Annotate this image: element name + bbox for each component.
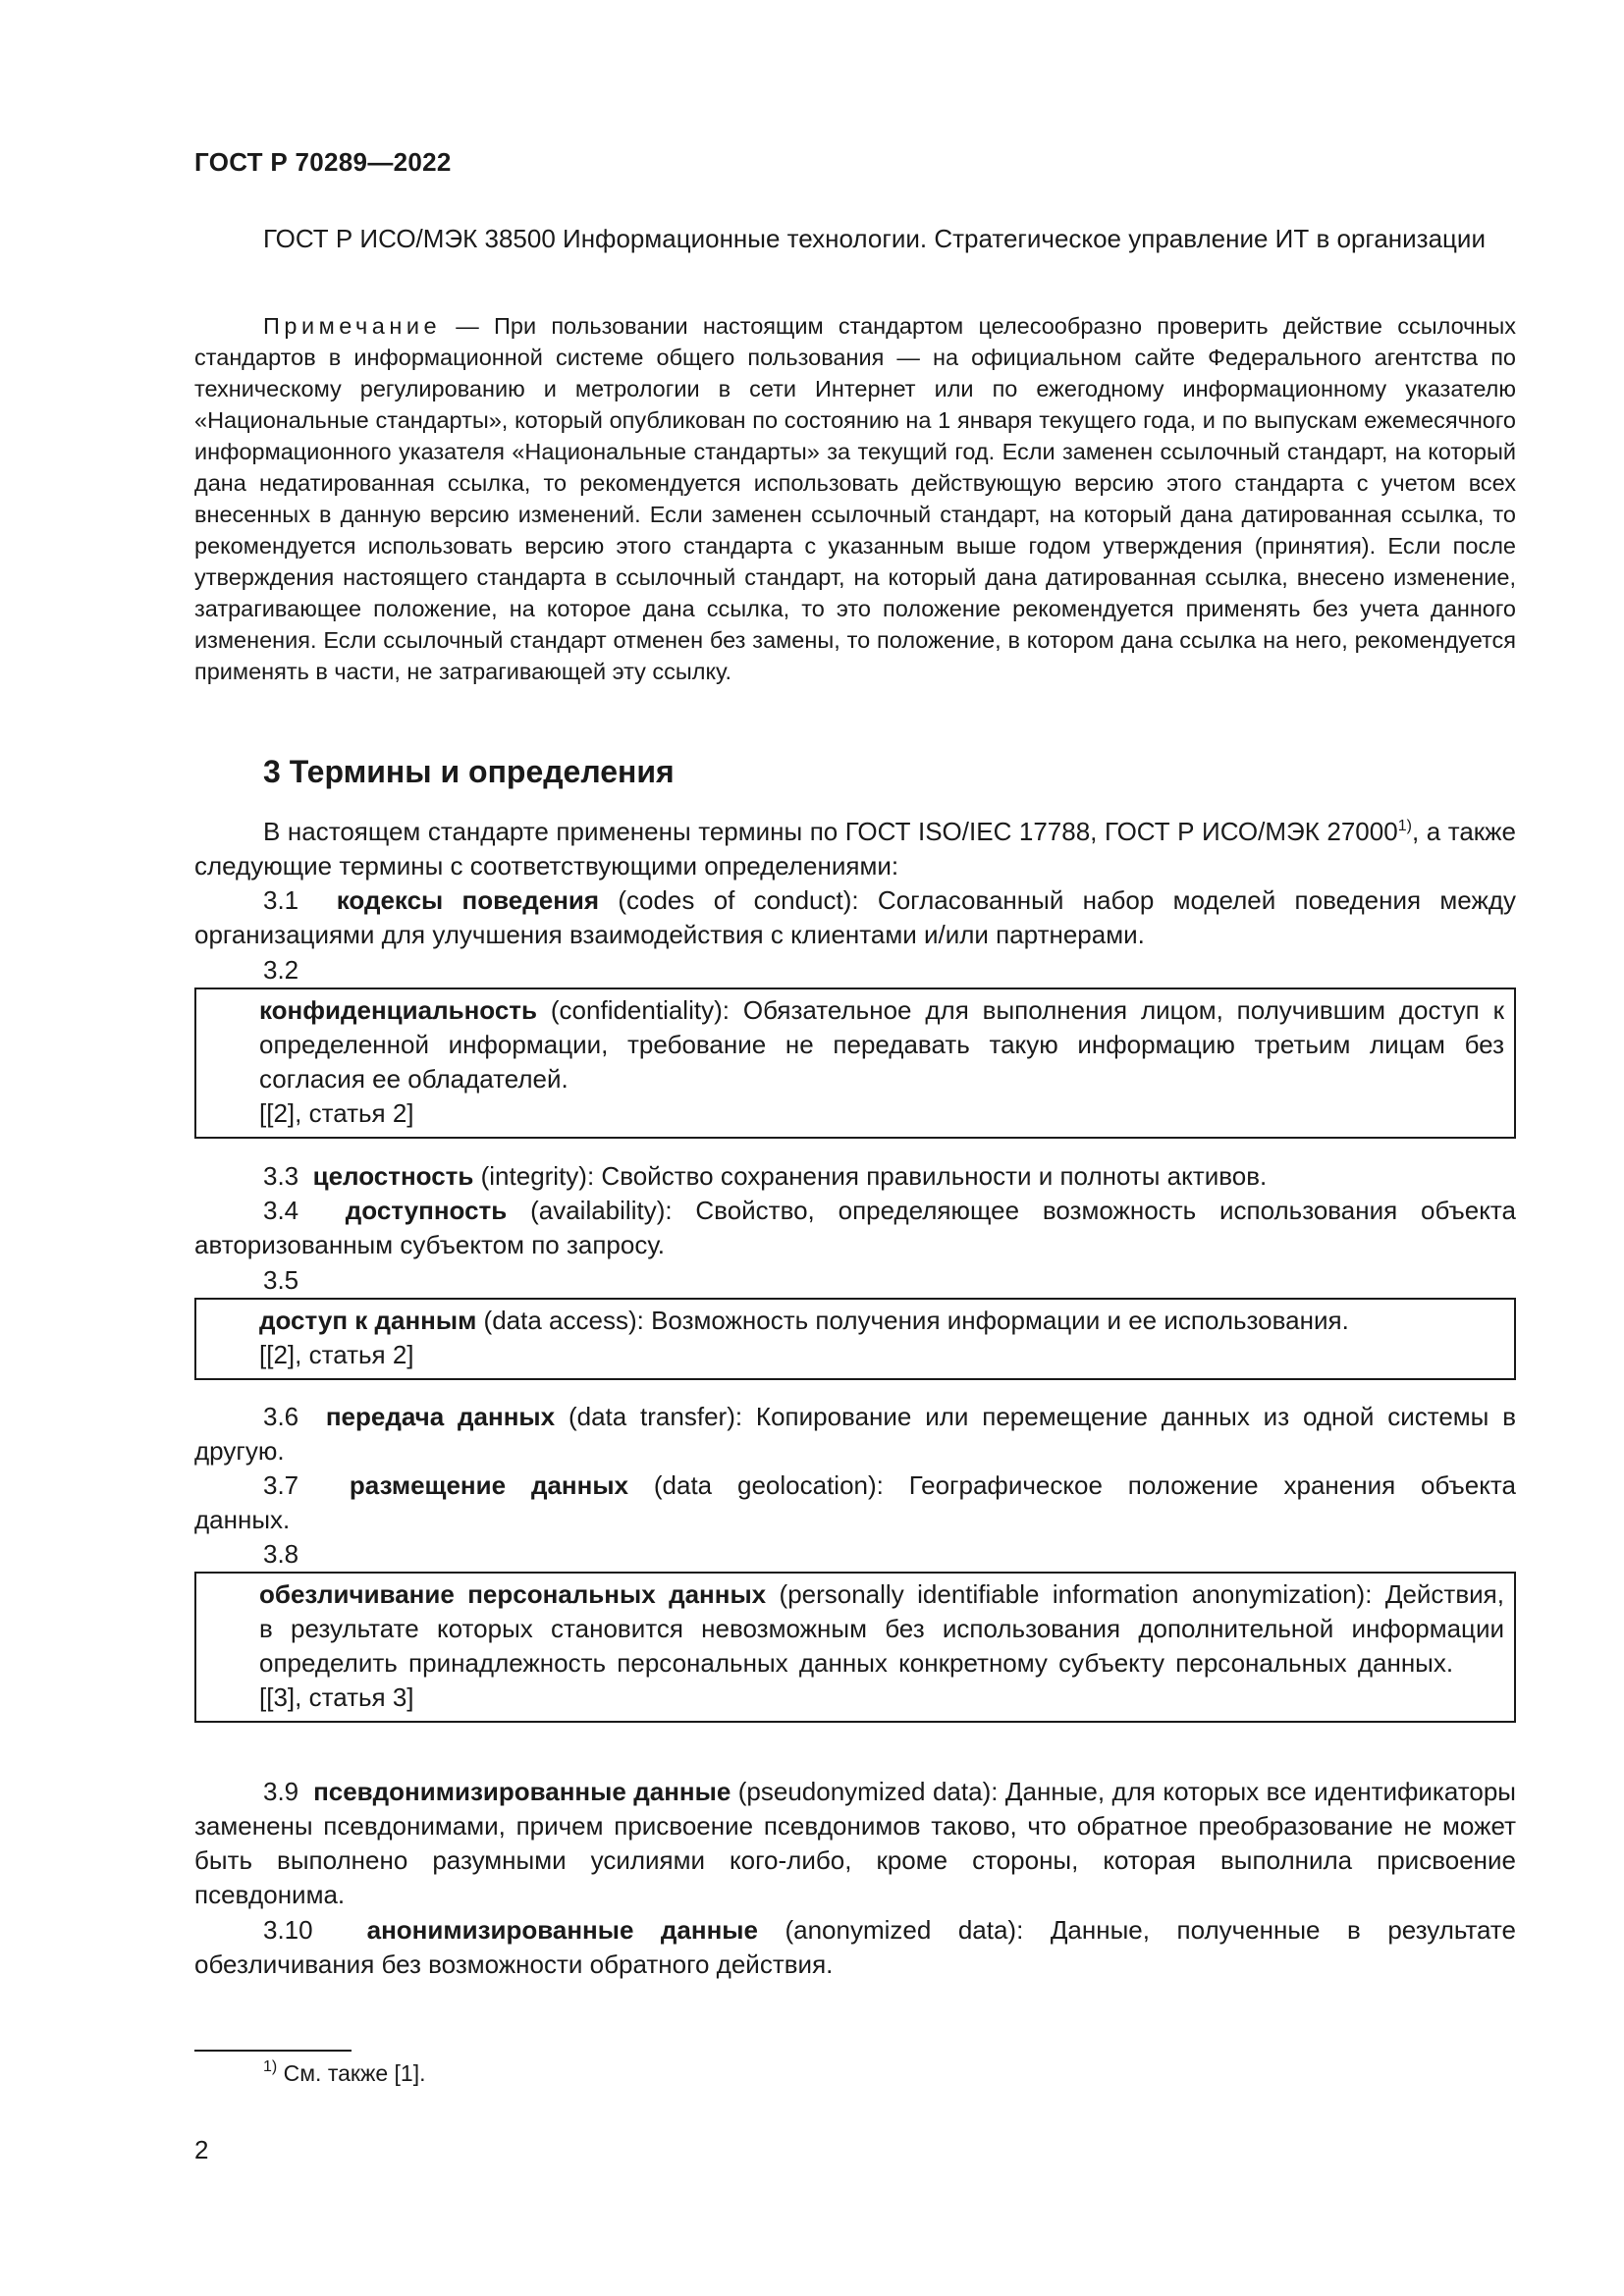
page-number: 2 [194, 2135, 209, 2164]
term-3-4 [194, 1194, 1516, 1262]
term-english: (integrity): [473, 1161, 602, 1191]
note-text: — При пользовании настоящим стандартом целесообразно проверить действие ссылочных стандартов в информационной системе общего пользования — на официальном сайте Федерального агентства по техническому регулированию и метрологии в сети Интернет или по ежегодному информационному указателю «Национальные стандарты», который опубликован по состоянию на 1 января текущего года, и по выпускам ежемесячного информационного указателя «Национальные стандарты» за текущий год. Если заменен ссылочный стандарт, на который дана недатированная ссылка, то рекомендуется использовать действующую версию этого стандарта с учетом всех внесенных в данную версию изменений. Если заменен ссылочный стандарт, на который дана датированная ссылка, то рекомендуется использовать версию этого стандарта с указанным выше годом утверждения (принятия). Если после утверждения настоящего стандарта в ссылочный стандарт, на который дана датированная ссылка, внесено изменение, затрагивающее положение, на которое дана ссылка, то это положение рекомендуется применять без учета данного изменения. Если ссылочный стандарт отменен без замены, то положение, в котором дана ссылка на него, рекомендуется применять в части, не затрагивающей эту ссылку. [194, 313, 1516, 684]
term-name: доступ к данным [259, 1306, 477, 1335]
term-name: целостность [312, 1161, 474, 1191]
term-english: (personally identifiable information anonymization): [766, 1579, 1385, 1609]
term-number: 3.7 [263, 1470, 299, 1500]
term-english: (anonymized data): [757, 1915, 1051, 1945]
term-english: (codes of conduct): [599, 885, 878, 915]
term-source: [[2], статья 2] [259, 1098, 414, 1128]
term-name: размещение данных [349, 1470, 628, 1500]
term-3-8-box [194, 1572, 1516, 1723]
note-paragraph [194, 310, 1516, 687]
term-3-10 [194, 1913, 1516, 1982]
term-definition: Свойство, определяющее возможность использования объекта авторизованным субъектом по запросу. [194, 1196, 1516, 1259]
term-3-2 [259, 993, 1504, 1096]
footnote-rule [194, 2050, 352, 2052]
term-definition: Данные, для которых все идентификаторы заменены псевдонимами, причем присвоение псевдонимов таково, что обратное преобразование не может быть выполнено разумными усилиями кого-либо, кроме стороны, которая выполнила присвоение псевдонима. [194, 1777, 1516, 1909]
term-3-7 [194, 1468, 1516, 1537]
term-definition: Данные, полученные в результате обезличивания без возможности обратного действия. [194, 1915, 1516, 1979]
term-english: (data access): [476, 1306, 652, 1335]
term-name: конфиденциальность [259, 995, 538, 1025]
term-3-5-box [194, 1298, 1516, 1380]
term-number: 3.4 [263, 1196, 299, 1225]
term-english: (pseudonymized data): [731, 1777, 1005, 1806]
reference-continuation: ГОСТ Р ИСО/МЭК 38500 Информационные технологии. Стратегическое управление ИТ в организации [263, 224, 1486, 253]
footnote-text: См. также [1]. [277, 2060, 426, 2086]
footnote [194, 2058, 426, 2088]
term-number-3-8: 3.8 [263, 1539, 299, 1569]
term-number-3-5: 3.5 [263, 1265, 299, 1295]
term-3-2-box [194, 988, 1516, 1139]
term-definition: Обязательное для выполнения лицом, получившим доступ к определенной информации, требование не передавать такую информацию третьим лицам без согласия ее обладателей. [259, 995, 1504, 1094]
term-english: (confidentiality): [537, 995, 743, 1025]
term-3-3 [194, 1159, 1516, 1194]
term-name: кодексы поведения [336, 885, 600, 915]
term-3-5 [259, 1304, 1504, 1338]
document-code-header: ГОСТ Р 70289—2022 [194, 147, 452, 177]
term-number: 3.3 [263, 1161, 299, 1191]
term-number: 3.10 [263, 1915, 313, 1945]
section-heading: 3 Термины и определения [263, 754, 675, 789]
term-definition: Географическое положение хранения объекта данных. [194, 1470, 1516, 1534]
term-3-8 [259, 1577, 1504, 1681]
term-number: 3.1 [263, 885, 299, 915]
term-name: доступность [345, 1196, 508, 1225]
term-english: (data transfer): [555, 1402, 756, 1431]
note-label: Примечание [263, 313, 442, 339]
term-definition: Согласованный набор моделей поведения между организациями для улучшения взаимодействия с клиентами и/или партнерами. [194, 885, 1517, 949]
term-definition: Действия, в результате которых становится невозможным без использования дополнительной информации определить принадлежность персональных данных конкретному субъекту персональных данных. [259, 1579, 1504, 1678]
term-name: передача данных [325, 1402, 556, 1431]
term-3-1 [194, 883, 1516, 952]
term-number-3-2: 3.2 [263, 955, 299, 985]
term-number: 3.6 [263, 1402, 299, 1431]
term-english: (data geolocation): [628, 1470, 909, 1500]
term-source: [[3], статья 3] [259, 1682, 414, 1712]
term-definition: Возможность получения информации и ее использования. [651, 1306, 1349, 1335]
intro-text: В настоящем стандарте применены термины по ГОСТ ISO/IEC 17788, ГОСТ Р ИСО/МЭК 27000 [263, 817, 1398, 846]
section-intro [194, 815, 1516, 883]
footnote-ref: 1) [1397, 818, 1412, 834]
term-definition: Копирование или перемещение данных из одной системы в другую. [194, 1402, 1517, 1466]
term-number: 3.9 [263, 1777, 299, 1806]
term-3-9 [194, 1775, 1516, 1912]
term-name: псевдонимизированные данные [313, 1777, 731, 1806]
term-name: анонимизированные данные [366, 1915, 758, 1945]
term-definition: Свойство сохранения правильности и полноты активов. [601, 1161, 1268, 1191]
term-name: обезличивание персональных данных [259, 1579, 767, 1609]
term-3-6 [194, 1400, 1516, 1468]
term-source: [[2], статья 2] [259, 1340, 414, 1369]
footnote-mark: 1) [263, 2058, 278, 2075]
intro-text-end: , а также следующие термины с соответствующими определениями: [194, 817, 1517, 881]
term-english: (availability): [507, 1196, 696, 1225]
